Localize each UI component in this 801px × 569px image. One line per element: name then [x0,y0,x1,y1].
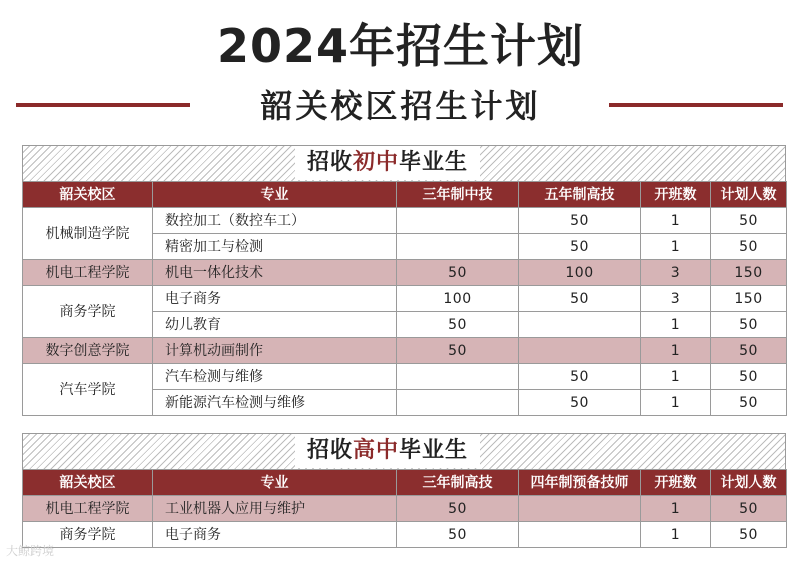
col-header-major: 专业 [153,470,397,496]
senior-section-label: 招收高中毕业生 [295,434,480,468]
three-year-cell: 100 [397,286,519,312]
five-year-cell: 50 [519,208,641,234]
classes-cell: 1 [641,234,711,260]
school-cell: 数字创意学院 [23,338,153,364]
classes-cell: 1 [641,364,711,390]
page-subtitle: 韶关校区招生计划 [260,87,541,125]
classes-cell: 3 [641,260,711,286]
school-cell: 机械制造学院 [23,208,153,260]
major-cell: 精密加工与检测 [153,234,397,260]
major-cell: 幼儿教育 [153,312,397,338]
school-cell: 汽车学院 [23,364,153,416]
classes-cell: 1 [641,522,711,548]
table-row [23,208,787,234]
col-header-four-year: 四年制预备技师 [519,470,641,496]
school-cell: 机电工程学院 [23,496,153,522]
right-divider [609,103,783,107]
three-year-cell [397,364,519,390]
five-year-cell [519,338,641,364]
col-header-three-year: 三年制高技 [397,470,519,496]
plan-cell: 50 [711,338,787,364]
five-year-cell [519,312,641,338]
plan-cell: 50 [711,496,787,522]
plan-cell: 50 [711,234,787,260]
major-cell: 汽车检测与维修 [153,364,397,390]
classes-cell: 1 [641,496,711,522]
four-year-cell [519,522,641,548]
classes-cell: 1 [641,208,711,234]
senior-section-header [22,433,786,469]
plan-cell: 50 [711,208,787,234]
table-row [23,522,787,548]
major-cell: 电子商务 [153,522,397,548]
classes-cell: 1 [641,312,711,338]
table-header-row [23,182,787,208]
col-header-plan: 计划人数 [711,182,787,208]
junior-section-header [22,145,786,181]
table-row [23,496,787,522]
five-year-cell: 50 [519,390,641,416]
school-cell: 商务学院 [23,286,153,338]
plan-cell: 50 [711,364,787,390]
three-year-cell: 50 [397,496,519,522]
plan-cell: 50 [711,522,787,548]
page-title: 2024年招生计划 [216,19,585,73]
watermark: 大鲸跨境 [6,544,55,558]
plan-cell: 50 [711,312,787,338]
major-cell: 电子商务 [153,286,397,312]
major-cell: 数控加工（数控车工） [153,208,397,234]
three-year-cell [397,390,519,416]
plan-cell: 150 [711,260,787,286]
table-row [23,286,787,312]
four-year-cell [519,496,641,522]
three-year-cell [397,208,519,234]
five-year-cell: 100 [519,260,641,286]
major-cell: 机电一体化技术 [153,260,397,286]
col-header-plan: 计划人数 [711,470,787,496]
classes-cell: 1 [641,338,711,364]
table-row [23,364,787,390]
five-year-cell: 50 [519,286,641,312]
junior-section [22,145,786,416]
col-header-campus: 韶关校区 [23,470,153,496]
table-row [23,338,787,364]
three-year-cell [397,234,519,260]
classes-cell: 3 [641,286,711,312]
five-year-cell: 50 [519,234,641,260]
col-header-classes: 开班数 [641,182,711,208]
col-header-campus: 韶关校区 [23,182,153,208]
col-header-five-year: 五年制高技 [519,182,641,208]
plan-cell: 50 [711,390,787,416]
senior-section [22,433,786,548]
major-cell: 工业机器人应用与维护 [153,496,397,522]
major-cell: 计算机动画制作 [153,338,397,364]
table-header-row [23,470,787,496]
junior-section-label: 招收初中毕业生 [295,146,480,180]
plan-cell: 150 [711,286,787,312]
five-year-cell: 50 [519,364,641,390]
senior-plan-table [22,469,787,548]
col-header-three-year: 三年制中技 [397,182,519,208]
table-row [23,260,787,286]
school-cell: 机电工程学院 [23,260,153,286]
major-cell: 新能源汽车检测与维修 [153,390,397,416]
school-cell: 商务学院 [23,522,153,548]
three-year-cell: 50 [397,260,519,286]
three-year-cell: 50 [397,338,519,364]
col-header-major: 专业 [153,182,397,208]
classes-cell: 1 [641,390,711,416]
three-year-cell: 50 [397,312,519,338]
junior-plan-table [22,181,787,416]
col-header-classes: 开班数 [641,470,711,496]
three-year-cell: 50 [397,522,519,548]
